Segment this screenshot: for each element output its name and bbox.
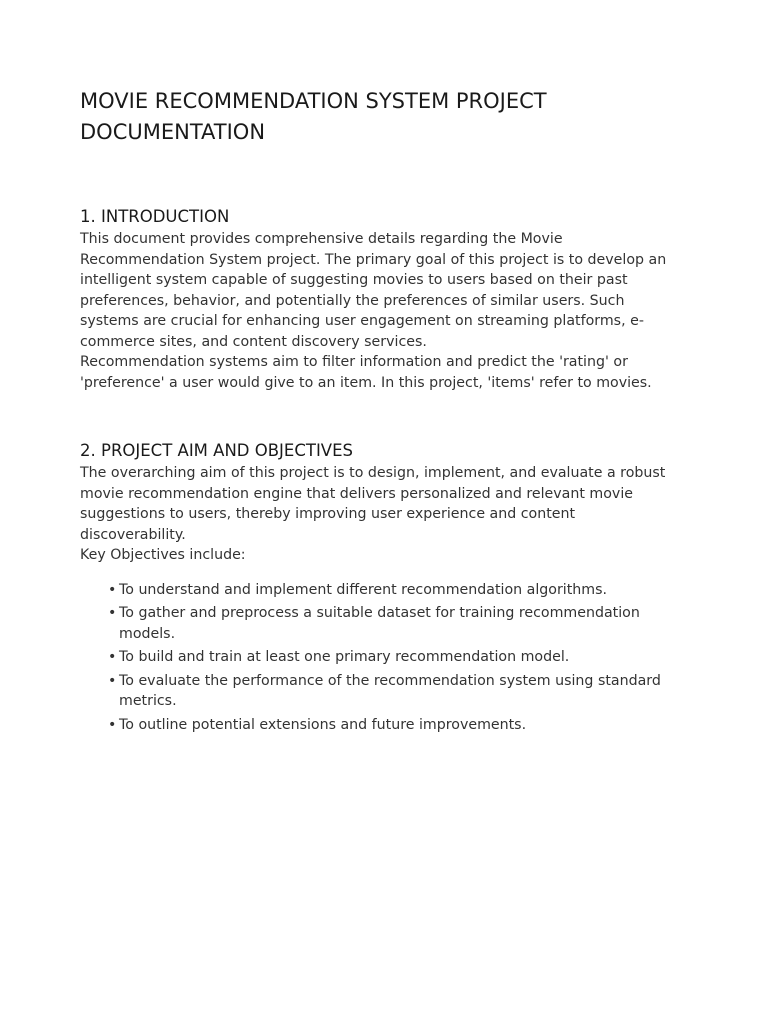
bullet-marker: •	[108, 581, 117, 598]
list-item	[108, 603, 678, 644]
list-item	[108, 647, 678, 668]
section-heading-aim-objectives: 2. PROJECT AIM AND OBJECTIVES	[80, 441, 353, 460]
list-item-text: To understand and implement different recommendation algorithms.	[119, 581, 608, 598]
document-title: MOVIE RECOMMENDATION SYSTEM PROJECT DOCUMENTATION	[80, 89, 547, 144]
list-item	[108, 580, 678, 601]
bullet-marker: •	[108, 605, 117, 621]
section-aim-objectives	[80, 439, 678, 735]
list-item-text: To outline potential extensions and future improvements.	[119, 716, 527, 733]
list-item-text: To evaluate the performance of the recommendation system using standard metrics.	[119, 672, 661, 709]
list-item-text: To gather and preprocess a suitable dataset for training recommendation models.	[119, 605, 640, 642]
list-item	[108, 671, 678, 712]
intro-paragraph-1: This document provides comprehensive details regarding the Movie Recommendation System project. The primary goal of this project is to develop an intelligent system capable of suggesting movies to users based on their past preferences, behavior, and potentially the preferences of similar users. Such systems are crucial for enhancing user engagement on streaming platforms, e-commerce sites, and content discovery services.	[80, 231, 667, 350]
list-item-text: To build and train at least one primary recommendation model.	[119, 649, 570, 665]
objectives-intro: Key Objectives include:	[80, 547, 246, 563]
bullet-marker: •	[108, 649, 117, 665]
aim-paragraph: The overarching aim of this project is to design, implement, and evaluate a robust movie recommendation engine that delivers personalized and relevant movie suggestions to users, thereby improving user experience and content discoverability.	[80, 465, 666, 543]
list-item	[108, 715, 678, 736]
bullet-marker: •	[108, 716, 117, 733]
section-heading-introduction: 1. INTRODUCTION	[80, 207, 230, 226]
section-introduction	[80, 205, 678, 393]
objectives-list	[80, 580, 678, 736]
intro-paragraph-2: Recommendation systems aim to filter information and predict the 'rating' or 'preference' a user would give to an item. In this project, 'items' refer to movies.	[80, 354, 652, 391]
bullet-marker: •	[108, 672, 117, 689]
